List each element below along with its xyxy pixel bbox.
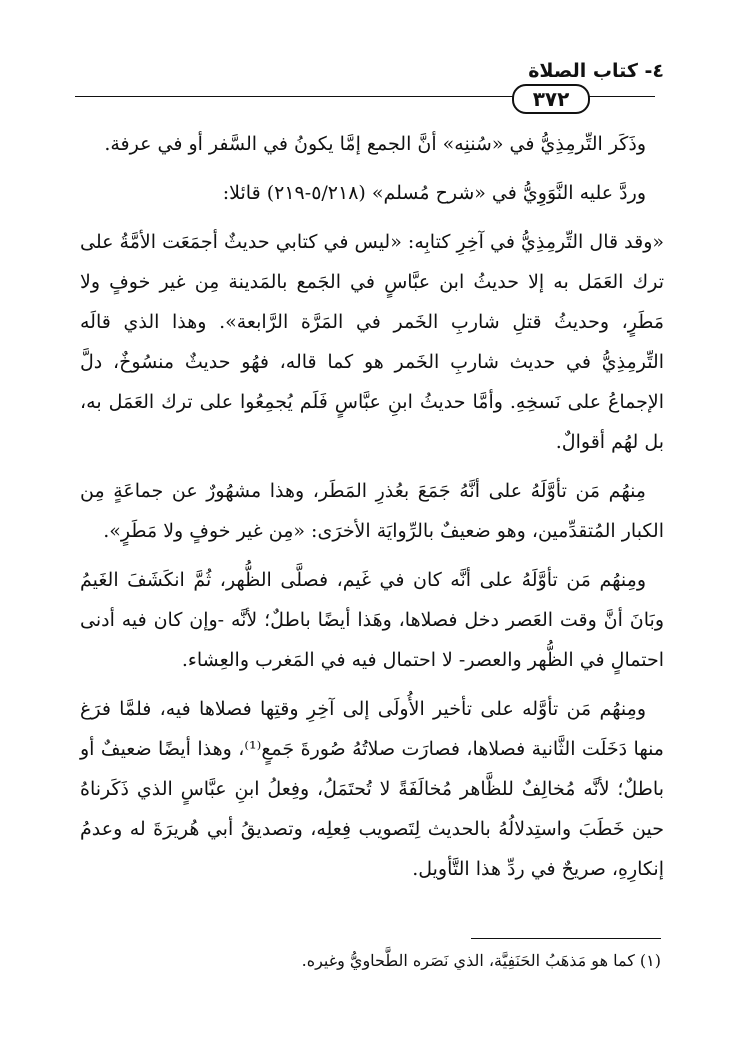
paragraph: «وقد قال التِّرمِذِيُّ في آخِرِ كتابِه: «ليس في كتابي حديثٌ أجمَعَت الأمَّةُ على ترك العَمَل به إلا حديثُ ابن عبَّاسٍ في الجَمع بالمَدينة مِن غير خوفٍ ولا مَطَرٍ، وحديثُ قتلِ شاربِ الخَمر في المَرَّة الرَّابعة». وهذا الذي قالَه التِّرمِذِيُّ في حديث شاربِ الخَمر هو كما قاله، فهُو حديثٌ منسُوخٌ، دلَّ الإجماعُ على نَسخِهِ. وأمَّا حديثُ ابنِ عبَّاسٍ فَلَم يُجمِعُوا على ترك العَمَل به، بل لهُم أقوالٌ. [80,231,664,453]
main-text [80,124,664,898]
paragraph: وردَّ عليه النَّوَوِيُّ في «شرح مُسلم» (٥/٢١٨-٢١٩) قائلا: [222,182,646,204]
paragraph: وذَكَر التِّرمِذِيُّ في «سُننِه» أنَّ الجمع إمَّا يكونُ في السَّفر أو في عرفة. [104,133,646,155]
paragraph: مِنهُم مَن تأوَّلَهُ على أنَّهُ جَمَعَ بعُذرِ المَطَر، وهذا مشهُورٌ عن جماعَةٍ مِن الكبار المُتقدِّمين، وهو ضعيفٌ بالرِّوايَة الأخرَى: «مِن غير خوفٍ ولا مَطَرٍ». [80,480,664,542]
chapter-title: ٤- كتاب الصلاة [528,60,664,82]
paragraph: ومِنهُم مَن تأوَّلَهُ على أنَّه كان في غَيم، فصلَّى الظُّهر، ثُمَّ انكَشَفَ الغَيمُ وبَانَ أنَّ وقت العَصر دخل فصلاها، وهَذا أيضًا باطلٌ؛ لأنَّه -وإن كان فيه أدنى احتمالٍ في الظُّهر والعصر- لا احتمال فيه في المَغرب والعِشاء. [80,569,664,671]
footnote-rule [471,938,661,939]
footnote: (١) كما هو مَذهَبُ الحَنَفِيَّة، الذي نَصَره الطَّحاويُّ وغيره. [301,951,661,970]
paragraph: ومِنهُم مَن تأوَّله على تأخير الأُولَى إلى آخِرِ وقتِها فصلاها فيه، فلمَّا فرَغ منها دَخَلَت الثَّانية فصلاها، فصارَت صلاتُهُ صُورةَ جَمعٍ⁽¹⁾، وهذا أيضًا ضعيفٌ أو باطلٌ؛ لأنَّه مُخالِفٌ للظَّاهر مُخالَفَةً لا تُحتَمَلُ، وفِعلُ ابنِ عبَّاسٍ الذي ذَكَرناهُ حين خَطَبَ واستِدلالُهُ بالحديث لِتَصويب فِعلِه، وتصديقُ أبي هُريرَةَ له وعدمُ إنكارِهِ، صريحٌ في ردِّ هذا التَّأويل. [80,698,664,880]
page-number: ٣٧٢ [512,84,590,114]
